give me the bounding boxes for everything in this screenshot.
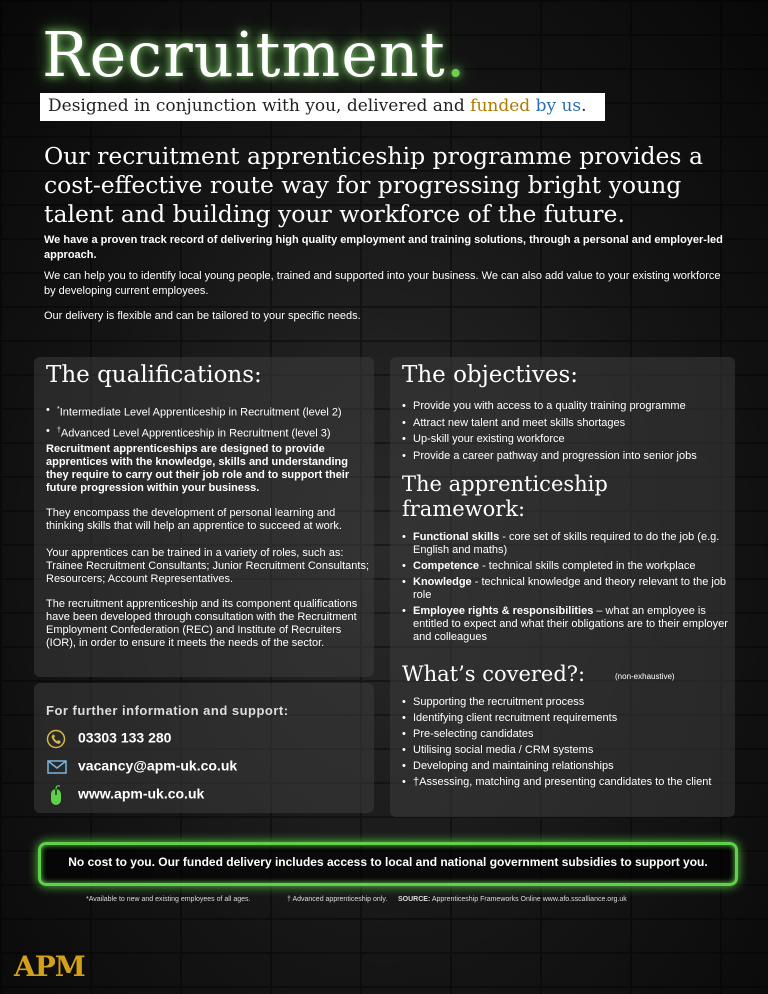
list-item: • Provide you with access to a quality training programme	[402, 398, 732, 415]
phone-number: 03303 133 280	[78, 729, 172, 746]
qualifications-paragraph: They encompass the development of personal learning and thinking skills that will help an apprentice to succeed at work.	[46, 507, 342, 532]
headline: Our recruitment apprenticeship programme provides a cost-effective route way for progressing bright young talent and building your workforce of the future.	[44, 142, 703, 228]
list-item: • Pre-selecting candidates	[402, 726, 732, 742]
list-item: • Attract new talent and meet skills shortages	[402, 415, 732, 432]
list-item: • Developing and maintaining relationships	[402, 758, 732, 774]
footnote-source: SOURCE: Apprenticeship Frameworks Online www.afo.sscalliance.org.uk	[398, 896, 627, 903]
mouse-icon	[46, 785, 66, 805]
contact-heading: For further information and support:	[46, 703, 289, 718]
website-url: www.apm-uk.co.uk	[78, 785, 205, 802]
objectives-list	[402, 398, 732, 464]
framework-list	[402, 531, 732, 647]
email-address: vacancy@apm-uk.co.uk	[78, 757, 238, 774]
list-item: • Up-skill your existing workforce	[402, 431, 732, 448]
list-item: • Employee rights & responsibilities – what an employee is entitled to expect and what their obligations are to their employer and colleagues	[402, 605, 732, 644]
list-item: • †Assessing, matching and presenting candidates to the client	[402, 774, 732, 790]
qualifications-paragraph: The recruitment apprenticeship and its component qualifications have been developed through consultation with the Recruitment Employment Confederation (REC) and Institute of Recruiters (IOR), in order to ensure it meets the needs of the sector.	[46, 598, 358, 649]
qualifications-heading: The qualifications:	[46, 362, 262, 388]
banner-text: No cost to you. Our funded delivery includes access to local and national government subsidies to support you.	[68, 855, 708, 869]
web-contact[interactable]	[46, 785, 204, 805]
footnote: *Available to new and existing employees of all ages.	[86, 896, 251, 903]
list-item: • *Intermediate Level Apprenticeship in Recruitment (level 2)	[46, 401, 371, 422]
apm-logo: APM	[14, 950, 85, 983]
list-item: • Provide a career pathway and progression into senior jobs	[402, 448, 732, 465]
list-item: • Functional skills - core set of skills required to do the job (e.g. English and maths)	[402, 531, 732, 557]
phone-icon	[46, 729, 66, 749]
footnote: † Advanced apprenticeship only.	[287, 896, 388, 903]
framework-heading: The apprenticeship framework:	[402, 472, 608, 521]
list-item: • Utilising social media / CRM systems	[402, 742, 732, 758]
list-item: • Supporting the recruitment process	[402, 694, 732, 710]
email-contact[interactable]	[46, 757, 237, 777]
list-item: • †Advanced Level Apprenticeship in Recruitment (level 3)	[46, 422, 371, 443]
covered-heading: What’s covered?:	[402, 662, 586, 686]
covered-list	[402, 694, 732, 790]
phone-contact[interactable]	[46, 729, 171, 749]
list-item: • Knowledge - technical knowledge and theory relevant to the job role	[402, 576, 732, 602]
covered-note: (non-exhaustive)	[615, 672, 675, 681]
intro-paragraph: We can help you to identify local young people, trained and supported into your business. We can also add value to your existing workforce by developing current employees.	[44, 270, 721, 297]
qualifications-paragraph: Your apprentices can be trained in a variety of roles, such as: Trainee Recruitment Consultants; Junior Recruitment Consultants; Resourcers; Account Representatives.	[46, 547, 370, 585]
intro-paragraph: We have a proven track record of delivering high quality employment and training solutions, through a personal and employer-led approach.	[44, 234, 723, 261]
email-icon	[46, 757, 66, 777]
qualifications-list	[46, 401, 371, 442]
objectives-heading: The objectives:	[402, 362, 579, 388]
page-title: Recruitment.	[42, 18, 467, 91]
list-item: • Identifying client recruitment requirements	[402, 710, 732, 726]
qualifications-paragraph: Recruitment apprenticeships are designed to provide apprentices with the knowledge, skills and understanding they require to carry out their job role and to support their future progression within your business.	[46, 443, 350, 494]
tagline: Designed in conjunction with you, delivered and funded by us.	[48, 96, 587, 116]
intro-paragraph: Our delivery is flexible and can be tailored to your specific needs.	[44, 310, 361, 322]
list-item: • Competence - technical skills completed in the workplace	[402, 560, 732, 573]
